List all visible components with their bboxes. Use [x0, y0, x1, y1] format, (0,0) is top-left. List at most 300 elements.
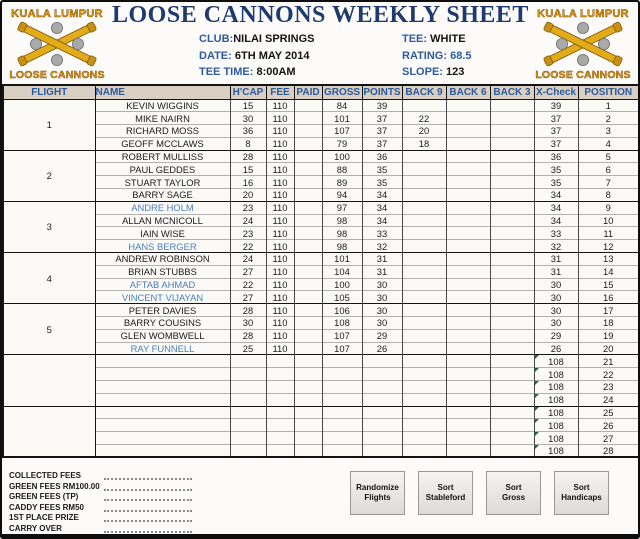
fee-cell[interactable]: 110	[266, 125, 294, 138]
points-cell[interactable]: 34	[362, 214, 402, 227]
back9-cell[interactable]	[402, 253, 446, 266]
paid-cell[interactable]	[294, 137, 322, 150]
player-name-cell[interactable]: ANDREW ROBINSON	[95, 253, 230, 266]
fee-cell[interactable]: 110	[266, 227, 294, 240]
position-cell[interactable]: 28	[578, 445, 639, 458]
fee-cell[interactable]: 110	[266, 253, 294, 266]
xcheck-cell[interactable]: 37	[534, 125, 578, 138]
paid-cell[interactable]	[294, 163, 322, 176]
paid-cell[interactable]	[294, 445, 322, 458]
fee-cell[interactable]: 110	[266, 189, 294, 202]
back9-cell[interactable]	[402, 163, 446, 176]
xcheck-cell[interactable]: 30	[534, 278, 578, 291]
hcap-cell[interactable]: 24	[230, 214, 266, 227]
paid-cell[interactable]	[294, 304, 322, 317]
player-name-cell[interactable]: KEVIN WIGGINS	[95, 99, 230, 112]
hcap-cell[interactable]	[230, 355, 266, 368]
xcheck-cell[interactable]: 32	[534, 240, 578, 253]
hcap-cell[interactable]: 28	[230, 150, 266, 163]
points-cell[interactable]: 30	[362, 317, 402, 330]
gross-cell[interactable]	[322, 432, 362, 445]
col-header-name[interactable]: NAME	[95, 85, 230, 99]
back6-cell[interactable]	[446, 201, 490, 214]
player-name-cell[interactable]: ROBERT MULLISS	[95, 150, 230, 163]
back3-cell[interactable]	[490, 368, 534, 381]
col-header-gross[interactable]: GROSS	[323, 86, 361, 98]
back3-cell[interactable]	[490, 201, 534, 214]
back6-cell[interactable]	[446, 278, 490, 291]
paid-cell[interactable]	[294, 176, 322, 189]
back9-cell[interactable]	[402, 176, 446, 189]
fee-cell[interactable]	[266, 368, 294, 381]
col-header-back9[interactable]: BACK 9	[402, 85, 446, 99]
points-cell[interactable]	[362, 381, 402, 394]
gross-cell[interactable]: 107	[322, 125, 362, 138]
col-header-xcheck[interactable]: X-Check	[535, 86, 576, 98]
hcap-cell[interactable]: 24	[230, 253, 266, 266]
back3-cell[interactable]	[490, 329, 534, 342]
back3-cell[interactable]	[490, 342, 534, 355]
player-name-cell[interactable]	[95, 406, 230, 419]
gross-cell[interactable]: 107	[322, 329, 362, 342]
fee-cell[interactable]: 110	[266, 240, 294, 253]
back6-cell[interactable]	[446, 317, 490, 330]
xcheck-cell[interactable]: 35	[534, 163, 578, 176]
points-cell[interactable]: 31	[362, 265, 402, 278]
back9-cell[interactable]	[402, 419, 446, 432]
player-name-cell[interactable]: GEOFF MCCLAWS	[95, 137, 230, 150]
gross-cell[interactable]: 101	[322, 253, 362, 266]
player-name-cell[interactable]	[95, 355, 230, 368]
paid-cell[interactable]	[294, 317, 322, 330]
gross-cell[interactable]: 104	[322, 265, 362, 278]
gross-cell[interactable]	[322, 355, 362, 368]
paid-cell[interactable]	[294, 99, 322, 112]
fee-cell[interactable]: 110	[266, 278, 294, 291]
points-cell[interactable]	[362, 432, 402, 445]
gross-cell[interactable]: 108	[322, 317, 362, 330]
hcap-cell[interactable]: 22	[230, 278, 266, 291]
points-cell[interactable]: 29	[362, 329, 402, 342]
player-name-cell[interactable]	[95, 432, 230, 445]
player-name-cell[interactable]: HANS BERGER	[95, 240, 230, 253]
points-cell[interactable]	[362, 393, 402, 406]
player-name-cell[interactable]	[95, 419, 230, 432]
back9-cell[interactable]	[402, 189, 446, 202]
gross-cell[interactable]: 106	[322, 304, 362, 317]
fee-cell[interactable]: 110	[266, 163, 294, 176]
fee-cell[interactable]: 110	[266, 150, 294, 163]
back6-cell[interactable]	[446, 150, 490, 163]
paid-cell[interactable]	[294, 381, 322, 394]
back9-cell[interactable]	[402, 278, 446, 291]
back9-cell[interactable]	[402, 304, 446, 317]
flight-number-cell[interactable]: 4	[3, 253, 95, 304]
back9-cell[interactable]	[402, 393, 446, 406]
xcheck-cell[interactable]: 37	[534, 137, 578, 150]
position-cell[interactable]: 13	[578, 253, 639, 266]
position-cell[interactable]: 26	[578, 419, 639, 432]
paid-cell[interactable]	[294, 329, 322, 342]
points-cell[interactable]: 35	[362, 176, 402, 189]
back3-cell[interactable]	[490, 278, 534, 291]
back3-cell[interactable]	[490, 317, 534, 330]
points-cell[interactable]	[362, 355, 402, 368]
gross-cell[interactable]	[322, 393, 362, 406]
back6-cell[interactable]	[446, 112, 490, 125]
fee-cell[interactable]: 110	[266, 317, 294, 330]
paid-cell[interactable]	[294, 253, 322, 266]
xcheck-cell[interactable]: 108	[534, 368, 578, 381]
back9-cell[interactable]	[402, 381, 446, 394]
fee-cell[interactable]: 110	[266, 176, 294, 189]
points-cell[interactable]: 32	[362, 240, 402, 253]
back3-cell[interactable]	[490, 99, 534, 112]
points-cell[interactable]	[362, 406, 402, 419]
hcap-cell[interactable]: 23	[230, 201, 266, 214]
gross-cell[interactable]: 100	[322, 278, 362, 291]
xcheck-cell[interactable]: 31	[534, 265, 578, 278]
flight-number-cell[interactable]	[3, 406, 95, 457]
xcheck-cell[interactable]: 33	[534, 227, 578, 240]
position-cell[interactable]: 15	[578, 278, 639, 291]
player-name-cell[interactable]: BARRY COUSINS	[95, 317, 230, 330]
points-cell[interactable]: 37	[362, 125, 402, 138]
paid-cell[interactable]	[294, 125, 322, 138]
back6-cell[interactable]	[446, 163, 490, 176]
back3-cell[interactable]	[490, 214, 534, 227]
back3-cell[interactable]	[490, 393, 534, 406]
col-header-flight[interactable]: FLIGHT	[3, 85, 95, 99]
back9-cell[interactable]	[402, 355, 446, 368]
fee-cell[interactable]	[266, 432, 294, 445]
points-cell[interactable]: 34	[362, 189, 402, 202]
paid-cell[interactable]	[294, 112, 322, 125]
back9-cell[interactable]: 20	[402, 125, 446, 138]
fee-cell[interactable]: 110	[266, 112, 294, 125]
back3-cell[interactable]	[490, 265, 534, 278]
col-header-position[interactable]: POSITION	[578, 85, 639, 99]
position-cell[interactable]: 25	[578, 406, 639, 419]
player-name-cell[interactable]: AFTAB AHMAD	[95, 278, 230, 291]
points-cell[interactable]	[362, 368, 402, 381]
back3-cell[interactable]	[490, 355, 534, 368]
back9-cell[interactable]	[402, 265, 446, 278]
player-name-cell[interactable]: ALLAN MCNICOLL	[95, 214, 230, 227]
points-cell[interactable]: 33	[362, 227, 402, 240]
back3-cell[interactable]	[490, 381, 534, 394]
fee-cell[interactable]	[266, 381, 294, 394]
back3-cell[interactable]	[490, 304, 534, 317]
points-cell[interactable]: 30	[362, 291, 402, 304]
fee-cell[interactable]: 110	[266, 291, 294, 304]
xcheck-cell[interactable]: 108	[534, 445, 578, 458]
back6-cell[interactable]	[446, 445, 490, 458]
xcheck-cell[interactable]: 35	[534, 176, 578, 189]
position-cell[interactable]: 6	[578, 163, 639, 176]
position-cell[interactable]: 27	[578, 432, 639, 445]
gross-cell[interactable]: 107	[322, 342, 362, 355]
hcap-cell[interactable]: 25	[230, 342, 266, 355]
flight-number-cell[interactable]	[3, 355, 95, 406]
back9-cell[interactable]	[402, 432, 446, 445]
randomize-flights-button[interactable]	[350, 471, 405, 515]
points-cell[interactable]: 26	[362, 342, 402, 355]
position-cell[interactable]: 20	[578, 342, 639, 355]
back9-cell[interactable]	[402, 406, 446, 419]
xcheck-cell[interactable]: 34	[534, 189, 578, 202]
position-cell[interactable]: 11	[578, 227, 639, 240]
paid-cell[interactable]	[294, 278, 322, 291]
back6-cell[interactable]	[446, 189, 490, 202]
back3-cell[interactable]	[490, 189, 534, 202]
points-cell[interactable]: 35	[362, 163, 402, 176]
hcap-cell[interactable]	[230, 406, 266, 419]
points-cell[interactable]: 37	[362, 112, 402, 125]
fee-cell[interactable]: 110	[266, 265, 294, 278]
hcap-cell[interactable]	[230, 393, 266, 406]
back3-cell[interactable]	[490, 253, 534, 266]
gross-cell[interactable]	[322, 419, 362, 432]
hcap-cell[interactable]: 30	[230, 112, 266, 125]
player-name-cell[interactable]: ANDRE HOLM	[95, 201, 230, 214]
hcap-cell[interactable]	[230, 419, 266, 432]
back9-cell[interactable]	[402, 368, 446, 381]
hcap-cell[interactable]: 23	[230, 227, 266, 240]
xcheck-cell[interactable]: 108	[534, 432, 578, 445]
xcheck-cell[interactable]: 29	[534, 329, 578, 342]
position-cell[interactable]: 10	[578, 214, 639, 227]
back6-cell[interactable]	[446, 265, 490, 278]
fee-cell[interactable]	[266, 393, 294, 406]
points-cell[interactable]: 31	[362, 253, 402, 266]
hcap-cell[interactable]: 30	[230, 317, 266, 330]
back6-cell[interactable]	[446, 406, 490, 419]
xcheck-cell[interactable]: 31	[534, 253, 578, 266]
position-cell[interactable]: 24	[578, 393, 639, 406]
position-cell[interactable]: 9	[578, 201, 639, 214]
gross-cell[interactable]	[322, 381, 362, 394]
back6-cell[interactable]	[446, 304, 490, 317]
hcap-cell[interactable]: 28	[230, 329, 266, 342]
gross-cell[interactable]: 100	[322, 150, 362, 163]
player-name-cell[interactable]: BRIAN STUBBS	[95, 265, 230, 278]
sort-handicaps-button[interactable]	[554, 471, 609, 515]
paid-cell[interactable]	[294, 406, 322, 419]
xcheck-cell[interactable]: 37	[534, 112, 578, 125]
paid-cell[interactable]	[294, 419, 322, 432]
back3-cell[interactable]	[490, 240, 534, 253]
player-name-cell[interactable]	[95, 368, 230, 381]
fee-cell[interactable]	[266, 406, 294, 419]
position-cell[interactable]: 21	[578, 355, 639, 368]
paid-cell[interactable]	[294, 393, 322, 406]
fee-cell[interactable]	[266, 445, 294, 458]
points-cell[interactable]: 34	[362, 201, 402, 214]
player-name-cell[interactable]	[95, 445, 230, 458]
paid-cell[interactable]	[294, 201, 322, 214]
gross-cell[interactable]: 98	[322, 214, 362, 227]
col-header-hcap[interactable]: H'CAP	[230, 85, 266, 99]
fee-cell[interactable]	[266, 355, 294, 368]
player-name-cell[interactable]: VINCENT VIJAYAN	[95, 291, 230, 304]
player-name-cell[interactable]: STUART TAYLOR	[95, 176, 230, 189]
points-cell[interactable]: 30	[362, 278, 402, 291]
col-header-back6[interactable]: BACK 6	[446, 85, 490, 99]
back6-cell[interactable]	[446, 419, 490, 432]
position-cell[interactable]: 1	[578, 99, 639, 112]
hcap-cell[interactable]: 27	[230, 265, 266, 278]
paid-cell[interactable]	[294, 291, 322, 304]
flight-number-cell[interactable]: 2	[3, 150, 95, 201]
paid-cell[interactable]	[294, 432, 322, 445]
position-cell[interactable]: 2	[578, 112, 639, 125]
back9-cell[interactable]	[402, 240, 446, 253]
paid-cell[interactable]	[294, 342, 322, 355]
gross-cell[interactable]: 89	[322, 176, 362, 189]
position-cell[interactable]: 14	[578, 265, 639, 278]
gross-cell[interactable]: 105	[322, 291, 362, 304]
back3-cell[interactable]	[490, 432, 534, 445]
paid-cell[interactable]	[294, 214, 322, 227]
position-cell[interactable]: 17	[578, 304, 639, 317]
xcheck-cell[interactable]: 39	[534, 99, 578, 112]
xcheck-cell[interactable]: 34	[534, 214, 578, 227]
back6-cell[interactable]	[446, 432, 490, 445]
fee-cell[interactable]: 110	[266, 329, 294, 342]
back6-cell[interactable]	[446, 99, 490, 112]
back3-cell[interactable]	[490, 125, 534, 138]
xcheck-cell[interactable]: 30	[534, 304, 578, 317]
gross-cell[interactable]: 98	[322, 240, 362, 253]
gross-cell[interactable]: 98	[322, 227, 362, 240]
gross-cell[interactable]	[322, 445, 362, 458]
hcap-cell[interactable]: 16	[230, 176, 266, 189]
xcheck-cell[interactable]: 108	[534, 381, 578, 394]
fee-cell[interactable]: 110	[266, 342, 294, 355]
col-header-points[interactable]: POINTS	[363, 86, 401, 98]
back6-cell[interactable]	[446, 227, 490, 240]
player-name-cell[interactable]: RAY FUNNELL	[95, 342, 230, 355]
back6-cell[interactable]	[446, 342, 490, 355]
back6-cell[interactable]	[446, 393, 490, 406]
hcap-cell[interactable]: 15	[230, 99, 266, 112]
hcap-cell[interactable]: 28	[230, 304, 266, 317]
position-cell[interactable]: 23	[578, 381, 639, 394]
position-cell[interactable]: 12	[578, 240, 639, 253]
gross-cell[interactable]: 88	[322, 163, 362, 176]
paid-cell[interactable]	[294, 368, 322, 381]
player-name-cell[interactable]: BARRY SAGE	[95, 189, 230, 202]
paid-cell[interactable]	[294, 355, 322, 368]
hcap-cell[interactable]: 8	[230, 137, 266, 150]
back9-cell[interactable]	[402, 329, 446, 342]
position-cell[interactable]: 4	[578, 137, 639, 150]
back6-cell[interactable]	[446, 176, 490, 189]
back6-cell[interactable]	[446, 368, 490, 381]
back9-cell[interactable]: 22	[402, 112, 446, 125]
sort-gross-button[interactable]	[486, 471, 541, 515]
fee-cell[interactable]: 110	[266, 99, 294, 112]
points-cell[interactable]: 36	[362, 150, 402, 163]
back3-cell[interactable]	[490, 406, 534, 419]
back9-cell[interactable]	[402, 201, 446, 214]
points-cell[interactable]: 39	[362, 99, 402, 112]
paid-cell[interactable]	[294, 150, 322, 163]
back6-cell[interactable]	[446, 137, 490, 150]
back6-cell[interactable]	[446, 381, 490, 394]
back3-cell[interactable]	[490, 419, 534, 432]
points-cell[interactable]	[362, 445, 402, 458]
back3-cell[interactable]	[490, 227, 534, 240]
paid-cell[interactable]	[294, 265, 322, 278]
flight-number-cell[interactable]: 5	[3, 304, 95, 355]
back3-cell[interactable]	[490, 291, 534, 304]
hcap-cell[interactable]: 27	[230, 291, 266, 304]
paid-cell[interactable]	[294, 189, 322, 202]
gross-cell[interactable]	[322, 368, 362, 381]
hcap-cell[interactable]	[230, 368, 266, 381]
back6-cell[interactable]	[446, 329, 490, 342]
xcheck-cell[interactable]: 108	[534, 355, 578, 368]
back6-cell[interactable]	[446, 253, 490, 266]
points-cell[interactable]	[362, 419, 402, 432]
position-cell[interactable]: 3	[578, 125, 639, 138]
back3-cell[interactable]	[490, 176, 534, 189]
hcap-cell[interactable]	[230, 432, 266, 445]
player-name-cell[interactable]: PETER DAVIES	[95, 304, 230, 317]
xcheck-cell[interactable]: 30	[534, 291, 578, 304]
back9-cell[interactable]	[402, 99, 446, 112]
back3-cell[interactable]	[490, 112, 534, 125]
sort-stableford-button[interactable]	[418, 471, 473, 515]
col-header-fee[interactable]: FEE	[266, 85, 294, 99]
flight-number-cell[interactable]: 3	[3, 201, 95, 252]
position-cell[interactable]: 5	[578, 150, 639, 163]
gross-cell[interactable]	[322, 406, 362, 419]
gross-cell[interactable]: 101	[322, 112, 362, 125]
gross-cell[interactable]: 79	[322, 137, 362, 150]
hcap-cell[interactable]: 22	[230, 240, 266, 253]
flight-number-cell[interactable]: 1	[3, 99, 95, 150]
fee-cell[interactable]: 110	[266, 214, 294, 227]
gross-cell[interactable]: 94	[322, 189, 362, 202]
back9-cell[interactable]	[402, 227, 446, 240]
back3-cell[interactable]	[490, 445, 534, 458]
hcap-cell[interactable]: 36	[230, 125, 266, 138]
paid-cell[interactable]	[294, 240, 322, 253]
back9-cell[interactable]	[402, 150, 446, 163]
back9-cell[interactable]: 18	[402, 137, 446, 150]
xcheck-cell[interactable]: 30	[534, 317, 578, 330]
back6-cell[interactable]	[446, 125, 490, 138]
fee-cell[interactable]: 110	[266, 137, 294, 150]
position-cell[interactable]: 22	[578, 368, 639, 381]
points-cell[interactable]: 37	[362, 137, 402, 150]
fee-cell[interactable]: 110	[266, 304, 294, 317]
fee-cell[interactable]: 110	[266, 201, 294, 214]
back3-cell[interactable]	[490, 163, 534, 176]
xcheck-cell[interactable]: 108	[534, 406, 578, 419]
back6-cell[interactable]	[446, 355, 490, 368]
gross-cell[interactable]: 84	[322, 99, 362, 112]
back9-cell[interactable]	[402, 445, 446, 458]
back3-cell[interactable]	[490, 137, 534, 150]
gross-cell[interactable]: 97	[322, 201, 362, 214]
back9-cell[interactable]	[402, 342, 446, 355]
hcap-cell[interactable]	[230, 445, 266, 458]
fee-cell[interactable]	[266, 419, 294, 432]
